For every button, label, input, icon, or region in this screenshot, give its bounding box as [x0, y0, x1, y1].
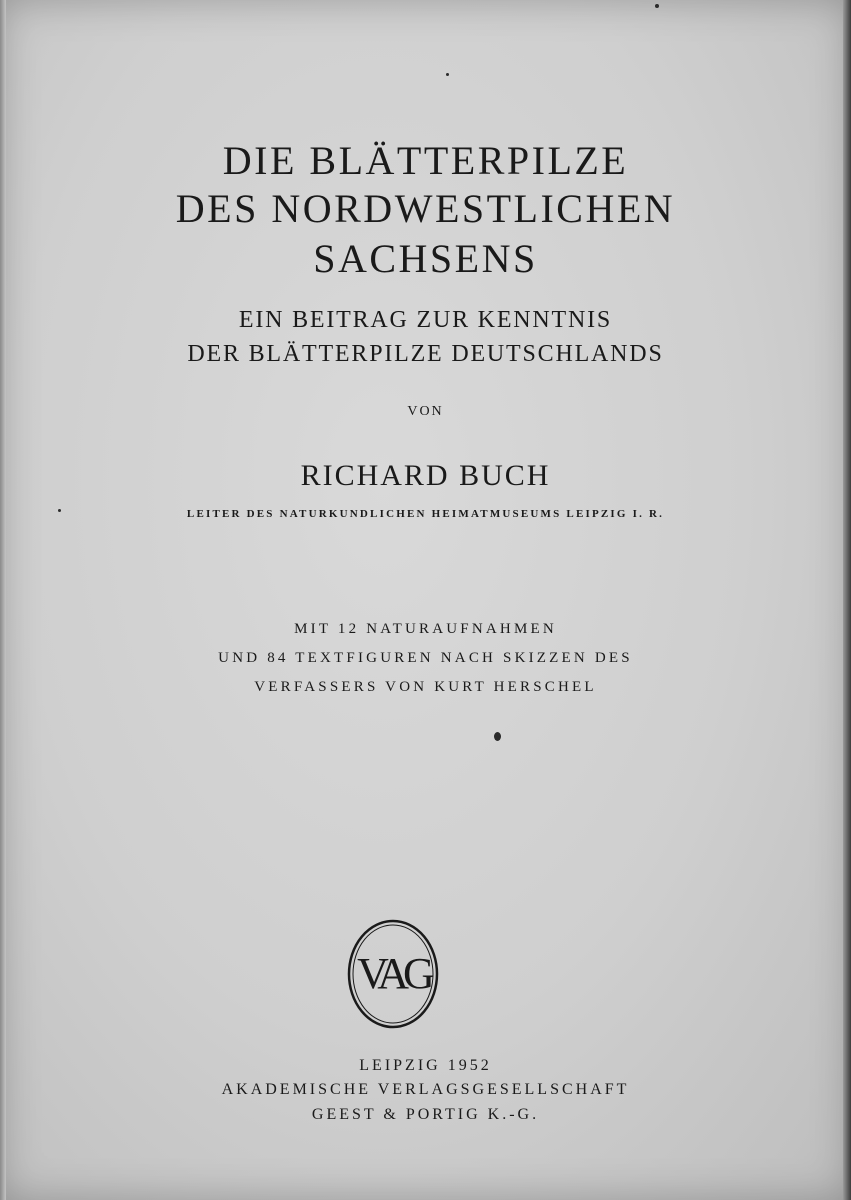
paper-speck	[655, 4, 659, 8]
imprint-publisher: AKADEMISCHE VERLAGSGESELLSCHAFT	[221, 1081, 630, 1098]
illustrations-line-3: VERFASSERS VON KURT HERSCHEL	[254, 679, 597, 695]
title-line-2: DES NORDWESTLICHEN	[175, 186, 676, 231]
title-line-1: DIE BLÄTTERPILZE	[222, 138, 629, 183]
title-line-3: SACHSENS	[313, 236, 538, 281]
imprint-firm: GEEST & PORTIG K.-G.	[311, 1106, 540, 1123]
subtitle-line-2: DER BLÄTTERPILZE DEUTSCHLANDS	[187, 341, 664, 367]
byline-von: VON	[407, 404, 444, 419]
paper-speck	[494, 732, 501, 741]
illustrations-line-2: UND 84 TEXTFIGUREN NACH SKIZZEN DES	[218, 650, 633, 666]
illustrations-line-1: MIT 12 NATURAUFNAHMEN	[294, 621, 557, 637]
publisher-logo-icon	[346, 918, 440, 1030]
paper-speck	[58, 509, 61, 512]
imprint-place-year: LEIPZIG 1952	[359, 1057, 492, 1074]
author-name: RICHARD BUCH	[300, 459, 551, 492]
subtitle-line-1: EIN BEITRAG ZUR KENNTNIS	[238, 307, 613, 333]
paper-speck	[446, 73, 449, 76]
publisher-logo-text: VAG	[357, 949, 429, 998]
author-role: LEITER DES NATURKUNDLICHEN HEIMATMUSEUMS LEIPZIG I. R.	[186, 508, 665, 520]
